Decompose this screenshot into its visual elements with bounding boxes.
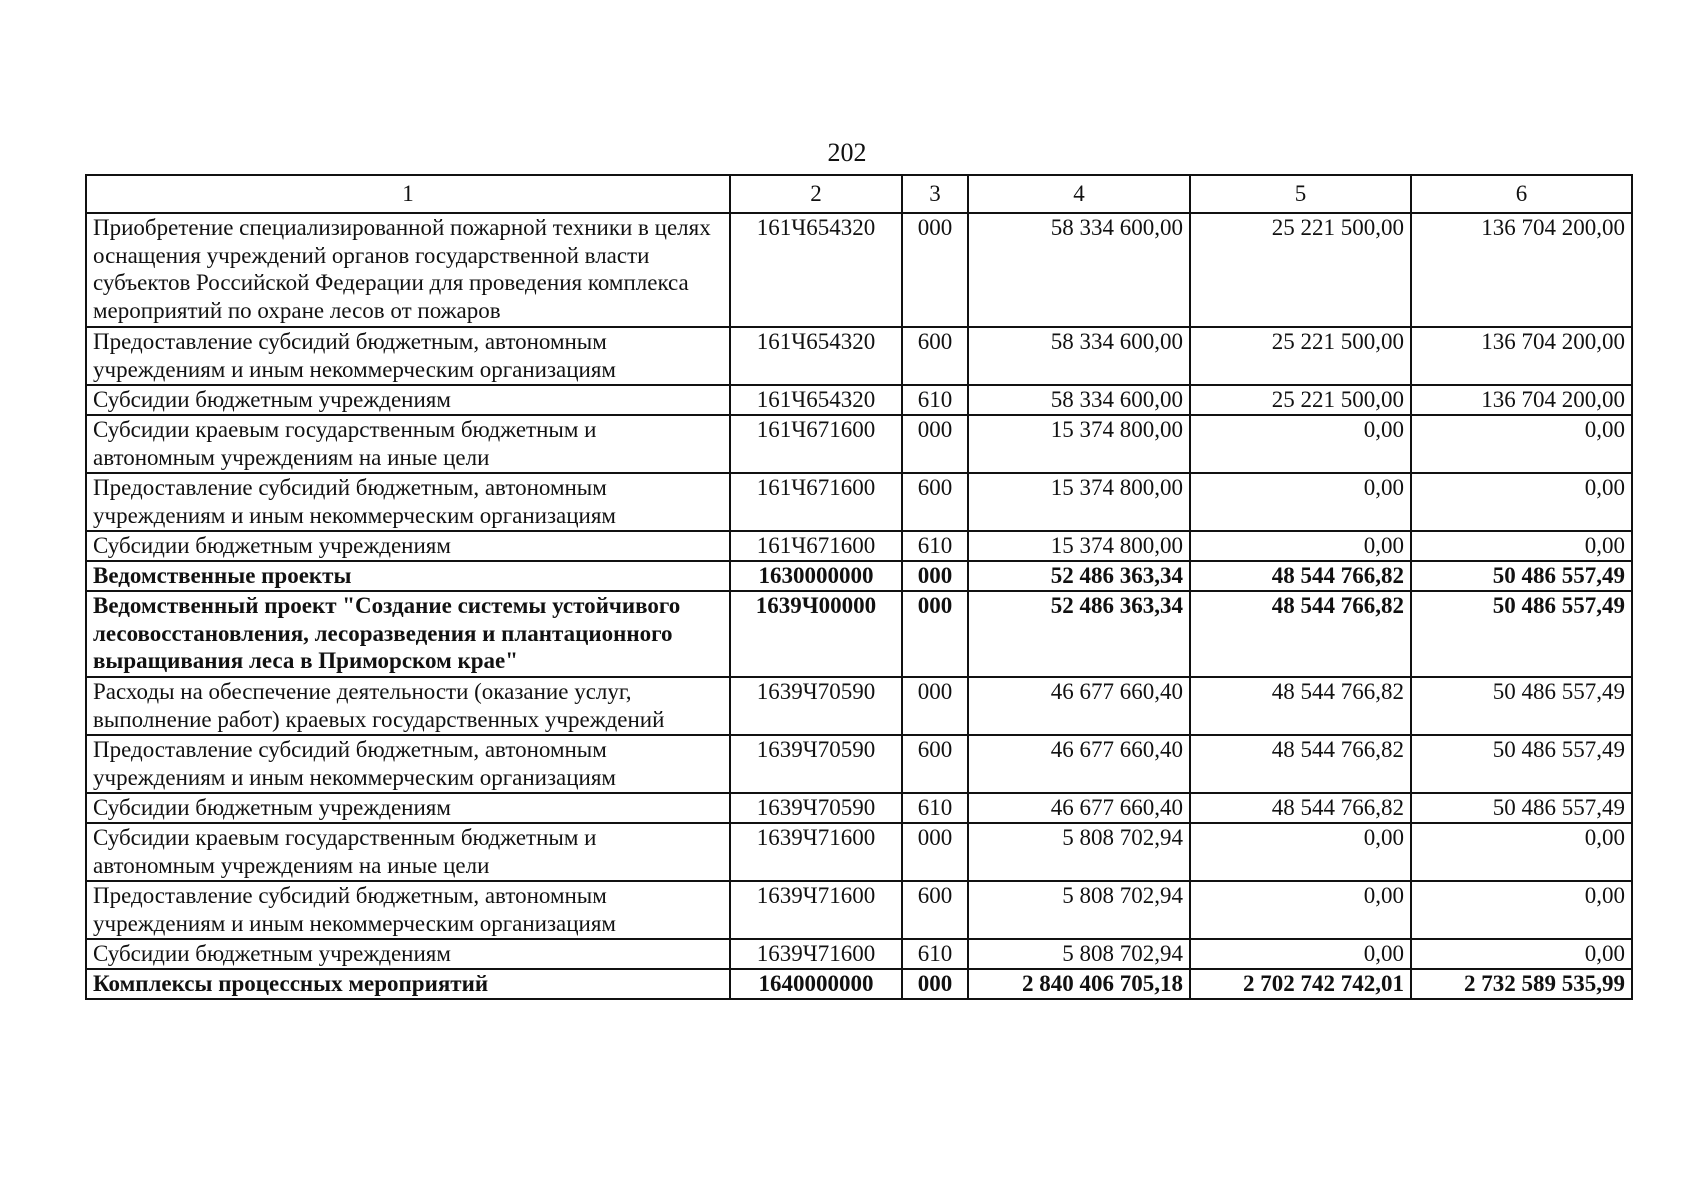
row-value-col6-cell: 0,00 [1411,473,1632,531]
row-value-col6-cell: 2 732 589 535,99 [1411,969,1632,999]
column-header: 2 [730,175,902,213]
row-code-cell: 1640000000 [730,969,902,999]
row-name-cell: Приобретение специализированной пожарной техники в целях оснащения учреждений органов государственной власти субъектов Российской Федерации для проведения комплекса мероприятий по охране лесов от пожаров [86,213,730,327]
row-value-col5-cell: 25 221 500,00 [1190,327,1411,385]
column-header: 5 [1190,175,1411,213]
row-name-cell: Субсидии бюджетным учреждениям [86,385,730,415]
row-value-col6-cell: 0,00 [1411,881,1632,939]
row-value-col6-cell: 0,00 [1411,939,1632,969]
row-kind-cell: 000 [902,677,968,735]
table-row [86,415,1632,473]
row-value-col5-cell: 0,00 [1190,531,1411,561]
row-value-col5-cell: 48 544 766,82 [1190,735,1411,793]
row-code-cell: 161Ч654320 [730,213,902,327]
row-value-col6-cell: 50 486 557,49 [1411,735,1632,793]
row-value-col6-cell: 50 486 557,49 [1411,793,1632,823]
table-row [86,793,1632,823]
table-row [86,327,1632,385]
row-value-col6-cell: 0,00 [1411,823,1632,881]
row-code-cell: 1630000000 [730,561,902,591]
row-code-cell: 161Ч654320 [730,327,902,385]
row-kind-cell: 000 [902,415,968,473]
row-kind-cell: 610 [902,939,968,969]
row-code-cell: 161Ч671600 [730,415,902,473]
row-value-col4-cell: 15 374 800,00 [968,415,1190,473]
row-name-cell: Субсидии краевым государственным бюджетным и автономным учреждениям на иные цели [86,415,730,473]
row-value-col5-cell: 48 544 766,82 [1190,793,1411,823]
row-code-cell: 161Ч671600 [730,531,902,561]
row-code-cell: 1639Ч70590 [730,735,902,793]
row-name-cell: Комплексы процессных мероприятий [86,969,730,999]
table-row [86,531,1632,561]
row-value-col4-cell: 58 334 600,00 [968,385,1190,415]
row-kind-cell: 600 [902,473,968,531]
row-value-col4-cell: 58 334 600,00 [968,327,1190,385]
table-row [86,385,1632,415]
column-header: 4 [968,175,1190,213]
row-code-cell: 1639Ч70590 [730,793,902,823]
table-row [86,591,1632,677]
row-value-col4-cell: 52 486 363,34 [968,561,1190,591]
row-value-col4-cell: 58 334 600,00 [968,213,1190,327]
row-value-col5-cell: 0,00 [1190,823,1411,881]
row-code-cell: 161Ч671600 [730,473,902,531]
row-value-col6-cell: 50 486 557,49 [1411,561,1632,591]
column-header: 3 [902,175,968,213]
table-header-row [86,175,1632,213]
row-name-cell: Субсидии бюджетным учреждениям [86,793,730,823]
row-value-col5-cell: 0,00 [1190,415,1411,473]
row-value-col5-cell: 48 544 766,82 [1190,677,1411,735]
row-kind-cell: 000 [902,213,968,327]
row-value-col5-cell: 25 221 500,00 [1190,385,1411,415]
row-code-cell: 1639Ч71600 [730,939,902,969]
row-kind-cell: 600 [902,735,968,793]
table-row [86,561,1632,591]
row-code-cell: 161Ч654320 [730,385,902,415]
row-value-col5-cell: 0,00 [1190,939,1411,969]
row-value-col6-cell: 136 704 200,00 [1411,213,1632,327]
row-name-cell: Ведомственные проекты [86,561,730,591]
row-value-col5-cell: 25 221 500,00 [1190,213,1411,327]
table-row [86,677,1632,735]
table-row [86,213,1632,327]
row-name-cell: Расходы на обеспечение деятельности (оказание услуг, выполнение работ) краевых государственных учреждений [86,677,730,735]
row-value-col4-cell: 15 374 800,00 [968,473,1190,531]
table-row [86,823,1632,881]
row-code-cell: 1639Ч00000 [730,591,902,677]
table-row [86,881,1632,939]
row-kind-cell: 600 [902,327,968,385]
row-name-cell: Субсидии бюджетным учреждениям [86,531,730,561]
row-name-cell: Ведомственный проект "Создание системы устойчивого лесовосстановления, лесоразведения и плантационного выращивания леса в Приморском крае" [86,591,730,677]
table-row [86,939,1632,969]
row-kind-cell: 000 [902,591,968,677]
row-value-col4-cell: 2 840 406 705,18 [968,969,1190,999]
row-kind-cell: 600 [902,881,968,939]
column-header: 1 [86,175,730,213]
row-code-cell: 1639Ч70590 [730,677,902,735]
row-kind-cell: 610 [902,793,968,823]
row-kind-cell: 000 [902,561,968,591]
row-value-col6-cell: 0,00 [1411,531,1632,561]
row-name-cell: Предоставление субсидий бюджетным, автономным учреждениям и иным некоммерческим организациям [86,327,730,385]
row-kind-cell: 000 [902,823,968,881]
row-value-col6-cell: 136 704 200,00 [1411,327,1632,385]
row-name-cell: Предоставление субсидий бюджетным, автономным учреждениям и иным некоммерческим организациям [86,473,730,531]
row-value-col4-cell: 46 677 660,40 [968,793,1190,823]
row-value-col6-cell: 136 704 200,00 [1411,385,1632,415]
row-kind-cell: 000 [902,969,968,999]
row-value-col5-cell: 48 544 766,82 [1190,561,1411,591]
row-value-col4-cell: 5 808 702,94 [968,881,1190,939]
table-row [86,735,1632,793]
row-value-col5-cell: 0,00 [1190,881,1411,939]
row-name-cell: Субсидии краевым государственным бюджетным и автономным учреждениям на иные цели [86,823,730,881]
row-value-col6-cell: 0,00 [1411,415,1632,473]
row-code-cell: 1639Ч71600 [730,823,902,881]
row-value-col6-cell: 50 486 557,49 [1411,677,1632,735]
row-name-cell: Предоставление субсидий бюджетным, автономным учреждениям и иным некоммерческим организациям [86,881,730,939]
row-code-cell: 1639Ч71600 [730,881,902,939]
row-name-cell: Субсидии бюджетным учреждениям [86,939,730,969]
row-value-col4-cell: 5 808 702,94 [968,823,1190,881]
row-value-col5-cell: 2 702 742 742,01 [1190,969,1411,999]
table-row [86,969,1632,999]
row-kind-cell: 610 [902,385,968,415]
row-value-col6-cell: 50 486 557,49 [1411,591,1632,677]
budget-table [85,174,1633,1000]
row-value-col4-cell: 52 486 363,34 [968,591,1190,677]
row-value-col4-cell: 46 677 660,40 [968,677,1190,735]
page-number: 202 [827,138,867,167]
row-value-col4-cell: 15 374 800,00 [968,531,1190,561]
row-value-col5-cell: 48 544 766,82 [1190,591,1411,677]
row-value-col4-cell: 46 677 660,40 [968,735,1190,793]
row-name-cell: Предоставление субсидий бюджетным, автономным учреждениям и иным некоммерческим организациям [86,735,730,793]
column-header: 6 [1411,175,1632,213]
row-value-col4-cell: 5 808 702,94 [968,939,1190,969]
table-row [86,473,1632,531]
row-kind-cell: 610 [902,531,968,561]
row-value-col5-cell: 0,00 [1190,473,1411,531]
